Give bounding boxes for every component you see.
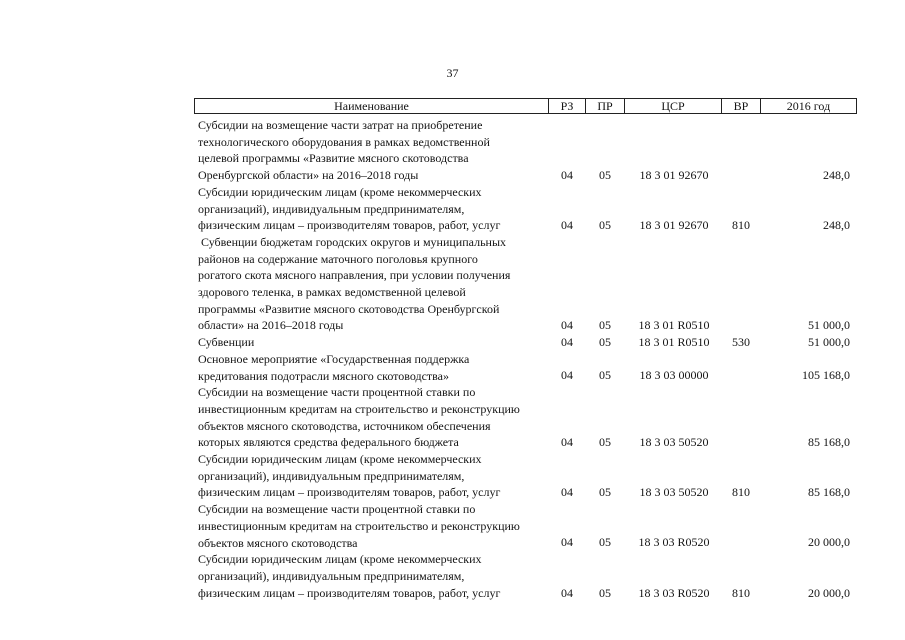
- row-name-line: Субсидии на возмещение части процентной ставки по: [198, 385, 476, 400]
- row-name: [198, 117, 543, 184]
- table-row: [0, 234, 905, 334]
- row-name-line: Субсидии юридическим лицам (кроме некоммерческих: [198, 452, 482, 466]
- row-name: [198, 384, 543, 451]
- table-row: [0, 501, 905, 551]
- row-name: [198, 184, 543, 234]
- row-sum: 85 168,0: [808, 485, 850, 500]
- row-rz: 04: [561, 218, 573, 233]
- row-csr: 18 3 03 R0520: [638, 535, 710, 550]
- table-row: [0, 384, 905, 451]
- row-name-line: физическим лицам – производителям товаров, работ, услуг: [198, 485, 501, 500]
- row-rz: 04: [561, 435, 573, 450]
- row-pr: 05: [599, 535, 611, 550]
- row-name-line: технологического оборудования в рамках ведомственной: [198, 134, 490, 149]
- row-name-line: Оренбургской области» на 2016–2018 годы: [198, 168, 419, 183]
- row-sum: 51 000,0: [808, 318, 850, 333]
- row-pr: 05: [599, 318, 611, 333]
- row-name-line: Субвенции: [198, 335, 255, 350]
- row-rz: 04: [561, 318, 573, 333]
- row-csr: 18 3 01 R0510: [638, 318, 710, 333]
- row-name-line: области» на 2016–2018 годы: [198, 318, 344, 333]
- row-vr: 810: [732, 585, 750, 600]
- row-csr: 18 3 03 50520: [639, 485, 709, 500]
- row-name-line: Субсидии на возмещение части процентной ставки по: [198, 502, 476, 517]
- row-csr: 18 3 03 50520: [639, 435, 709, 450]
- row-name-line: рогатого скота мясного направления, при условии получения: [198, 268, 511, 283]
- row-vr: 810: [732, 485, 750, 500]
- row-pr: 05: [599, 485, 611, 500]
- table-row: [0, 351, 905, 384]
- row-name: [198, 351, 543, 384]
- row-pr: 05: [599, 218, 611, 233]
- row-name-line: Субсидии юридическим лицам (кроме некоммерческих: [198, 552, 482, 567]
- header-vr: ВР: [721, 98, 761, 114]
- header-year: 2016 год: [760, 98, 857, 114]
- row-name-line: которых являются средства федерального бюджета: [198, 435, 459, 450]
- row-rz: 04: [561, 485, 573, 500]
- row-name-line: Субсидии юридическим лицам (кроме некоммерческих: [198, 184, 482, 199]
- row-rz: 04: [561, 168, 573, 183]
- row-pr: 05: [599, 585, 611, 600]
- page-number: 37: [446, 66, 459, 80]
- row-pr: 05: [599, 335, 611, 350]
- table-row: [0, 184, 905, 234]
- row-name: [198, 334, 543, 351]
- row-name-line: Основное мероприятие «Государственная поддержка: [198, 351, 470, 366]
- row-rz: 04: [561, 585, 573, 600]
- header-csr: ЦСР: [624, 98, 722, 114]
- row-name: [198, 501, 543, 551]
- row-name-line: объектов мясного скотоводства: [198, 535, 358, 550]
- row-name: [198, 234, 543, 334]
- row-pr: 05: [599, 368, 611, 383]
- table-row: [0, 551, 905, 601]
- row-pr: 05: [599, 435, 611, 450]
- row-sum: 85 168,0: [808, 435, 850, 450]
- row-pr: 05: [599, 168, 611, 183]
- row-vr: 530: [732, 335, 750, 350]
- row-name-line: районов на содержание маточного поголовья крупного: [198, 251, 478, 266]
- row-sum: 51 000,0: [808, 335, 850, 350]
- row-name-line: инвестиционным кредитам на строительство и реконструкцию: [198, 518, 520, 533]
- row-rz: 04: [561, 368, 573, 383]
- header-pr: ПР: [585, 98, 625, 114]
- header-rz: РЗ: [548, 98, 586, 114]
- row-name-line: целевой программы «Развитие мясного скотоводства: [198, 151, 469, 166]
- table-row: [0, 334, 905, 351]
- row-name-line: организаций), индивидуальным предпринимателям,: [198, 468, 465, 483]
- table-row: [0, 117, 905, 184]
- header-name: Наименование: [194, 98, 548, 114]
- row-rz: 04: [561, 335, 573, 350]
- row-name-line: организаций), индивидуальным предпринимателям,: [198, 201, 465, 216]
- row-name: [198, 551, 543, 601]
- row-sum: 248,0: [823, 168, 850, 183]
- row-name-line: здорового теленка, в рамках ведомственной целевой: [198, 285, 466, 299]
- row-name-line: программы «Развитие мясного скотоводства Оренбургской: [198, 301, 500, 316]
- row-sum: 20 000,0: [808, 535, 850, 550]
- row-name-line: кредитования подотрасли мясного скотоводства»: [198, 368, 449, 383]
- row-name-line: физическим лицам – производителям товаров, работ, услуг: [198, 218, 501, 233]
- row-name-line: организаций), индивидуальным предпринимателям,: [198, 568, 465, 583]
- row-csr: 18 3 01 R0510: [638, 335, 710, 350]
- row-name-line: Субвенции бюджетам городских округов и муниципальных: [198, 234, 507, 249]
- row-name-line: инвестиционным кредитам на строительство и реконструкцию: [198, 401, 520, 416]
- row-csr: 18 3 03 R0520: [638, 585, 710, 600]
- row-name-line: объектов мясного скотоводства, источником обеспечения: [198, 418, 491, 433]
- row-csr: 18 3 01 92670: [639, 168, 709, 183]
- row-sum: 20 000,0: [808, 585, 850, 600]
- table-row: [0, 451, 905, 501]
- row-csr: 18 3 01 92670: [639, 218, 709, 233]
- row-sum: 248,0: [823, 218, 850, 233]
- row-rz: 04: [561, 535, 573, 550]
- row-sum: 105 168,0: [802, 368, 850, 383]
- row-name-line: Субсидии на возмещение части затрат на приобретение: [198, 118, 483, 132]
- row-name-line: физическим лицам – производителям товаров, работ, услуг: [198, 585, 501, 600]
- row-name: [198, 451, 543, 501]
- row-csr: 18 3 03 00000: [639, 368, 709, 383]
- row-vr: 810: [732, 218, 750, 233]
